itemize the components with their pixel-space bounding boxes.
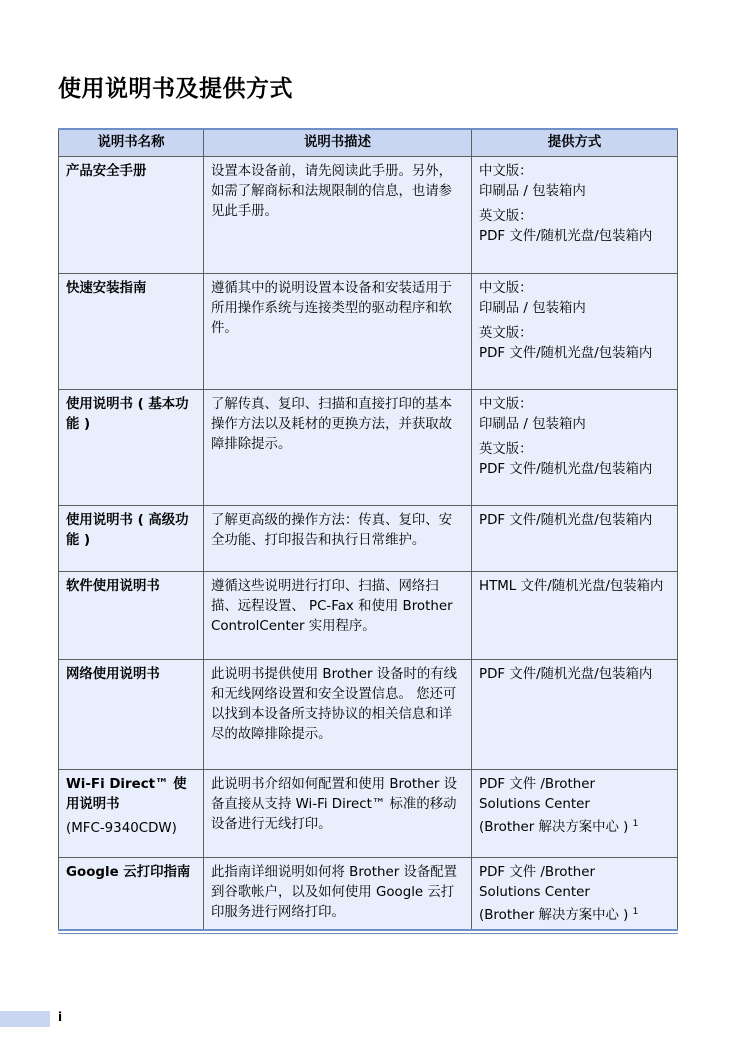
manual-provision: PDF 文件/随机光盘/包装箱内	[472, 506, 678, 572]
table-row	[59, 506, 678, 572]
provision-line: (Brother 解决方案中心 )	[479, 908, 629, 923]
provision-line: (Brother 解决方案中心 )	[479, 820, 629, 835]
provision-line: Solutions Center	[479, 797, 590, 812]
manual-provision	[472, 157, 678, 274]
manual-description: 此说明书介绍如何配置和使用 Brother 设备直接从支持 Wi-Fi Direct™ 标准的移动设备进行无线打印。	[204, 770, 472, 858]
manual-description: 了解更高级的操作方法：传真、复印、安全功能、打印报告和执行日常维护。	[204, 506, 472, 572]
page-title: 使用说明书及提供方式	[58, 76, 293, 102]
manual-name: 使用说明书 ( 基本功能 )	[59, 390, 204, 506]
manual-provision	[472, 770, 678, 858]
table-row	[59, 390, 678, 506]
table-row	[59, 660, 678, 770]
manual-provision	[472, 858, 678, 931]
manual-name: Google 云打印指南	[59, 858, 204, 931]
table-row	[59, 157, 678, 274]
provision-label: 中文版：	[479, 164, 533, 179]
header-provision: 提供方式	[472, 129, 678, 157]
provision-line: Solutions Center	[479, 885, 590, 900]
footer-bar	[0, 1011, 50, 1027]
table-row	[59, 858, 678, 931]
footnote-marker: 1	[632, 907, 639, 917]
manual-name-cell	[59, 770, 204, 858]
manual-name: 软件使用说明书	[59, 572, 204, 660]
provision-label: 英文版：	[479, 326, 533, 341]
provision-value: PDF 文件/随机光盘/包装箱内	[479, 346, 653, 361]
provision-label: 英文版：	[479, 442, 533, 457]
provision-label: 英文版：	[479, 209, 533, 224]
manual-name: 网络使用说明书	[59, 660, 204, 770]
provision-line: PDF 文件 /Brother	[479, 777, 595, 792]
footnote-marker: 1	[632, 819, 639, 829]
manual-description: 了解传真、复印、扫描和直接打印的基本操作方法以及耗材的更换方法，并获取故障排除提示。	[204, 390, 472, 506]
provision-value: 印刷品 / 包装箱内	[479, 301, 586, 316]
manual-description: 遵循这些说明进行打印、扫描、网络扫描、远程设置、 PC-Fax 和使用 Brother ControlCenter 实用程序。	[204, 572, 472, 660]
manual-name: 使用说明书 ( 高级功能 )	[59, 506, 204, 572]
manual-description: 此说明书提供使用 Brother 设备时的有线和无线网络设置和安全设置信息。 您还可以找到本设备所支持协议的相关信息和详尽的故障排除提示。	[204, 660, 472, 770]
table-row	[59, 770, 678, 858]
manual-name: 快速安装指南	[59, 274, 204, 390]
provision-label: 中文版：	[479, 281, 533, 296]
manual-provision: HTML 文件/随机光盘/包装箱内	[472, 572, 678, 660]
header-manual-name: 说明书名称	[59, 129, 204, 157]
provision-value: 印刷品 / 包装箱内	[479, 417, 586, 432]
table-row	[59, 274, 678, 390]
provision-value: PDF 文件/随机光盘/包装箱内	[479, 229, 653, 244]
manual-description: 遵循其中的说明设置本设备和安装适用于所用操作系统与连接类型的驱动程序和软件。	[204, 274, 472, 390]
manual-table	[58, 128, 678, 931]
manual-name: Wi-Fi Direct™ 使用说明书	[66, 777, 187, 812]
provision-label: 中文版：	[479, 397, 533, 412]
manual-name: 产品安全手册	[59, 157, 204, 274]
provision-line: PDF 文件 /Brother	[479, 865, 595, 880]
provision-value: 印刷品 / 包装箱内	[479, 184, 586, 199]
model-number: (MFC-9340CDW)	[66, 821, 177, 836]
manual-description: 设置本设备前，请先阅读此手册。另外，如需了解商标和法规限制的信息，也请参见此手册。	[204, 157, 472, 274]
manual-provision: PDF 文件/随机光盘/包装箱内	[472, 660, 678, 770]
manual-provision	[472, 390, 678, 506]
manual-provision	[472, 274, 678, 390]
table-row	[59, 572, 678, 660]
table-header-row	[59, 129, 678, 157]
header-manual-description: 说明书描述	[204, 129, 472, 157]
page-number: i	[58, 1010, 63, 1024]
provision-value: PDF 文件/随机光盘/包装箱内	[479, 462, 653, 477]
manual-description: 此指南详细说明如何将 Brother 设备配置到谷歌帐户，以及如何使用 Google 云打印服务进行网络打印。	[204, 858, 472, 931]
